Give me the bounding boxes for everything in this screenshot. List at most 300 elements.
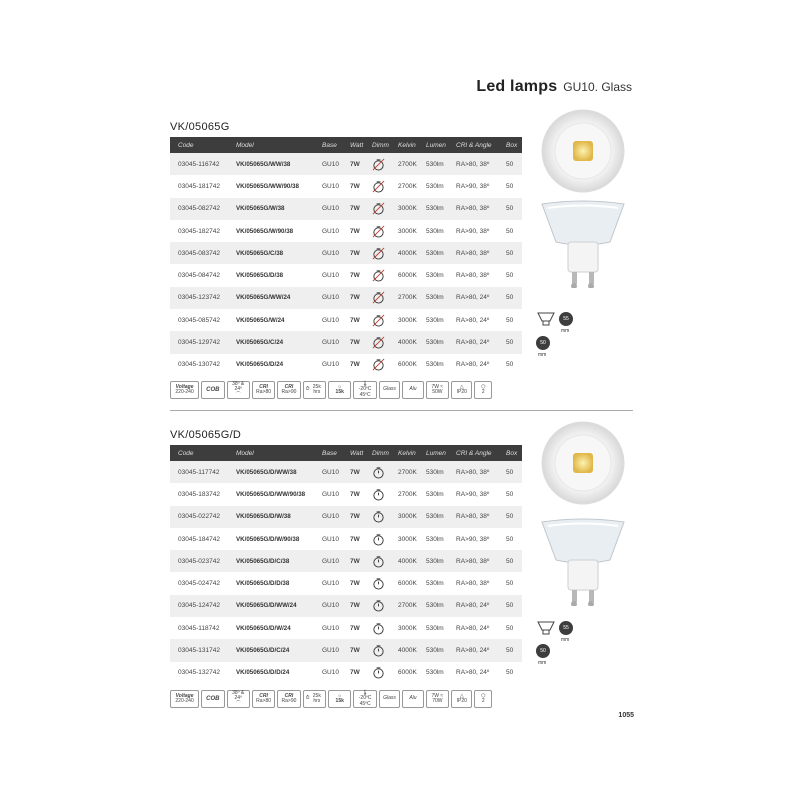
col-base: Base <box>322 141 337 149</box>
cell-cri-angle: RA>80, 38º <box>456 468 490 476</box>
table-row <box>170 287 522 309</box>
voltage-badge <box>170 381 199 399</box>
cell-model: VK/05065G/D/D/24 <box>236 669 290 677</box>
dimmable-icon <box>372 644 385 657</box>
cell-model: VK/05065G/D/W/24 <box>236 624 291 632</box>
cell-cri-angle: RA>80, 24º <box>456 602 490 610</box>
cell-base: GU10 <box>322 205 339 213</box>
beam-angle-badge <box>227 381 250 399</box>
angle-icon: ⌒ <box>235 391 241 398</box>
lamp-side-image <box>538 198 628 288</box>
table-row <box>170 220 522 242</box>
col-box: Box <box>506 141 518 149</box>
page-title-main: Led lamps <box>476 78 558 95</box>
cell-kelvin: 3000K <box>398 227 417 235</box>
cell-base: GU10 <box>322 602 339 610</box>
cell-code: 03045-084742 <box>178 272 220 280</box>
cell-kelvin: 4000K <box>398 249 417 257</box>
cell-dimm <box>372 158 398 171</box>
table-row <box>170 639 522 661</box>
cell-lumen: 530lm <box>426 339 444 347</box>
height-unit: mm <box>538 660 547 666</box>
height-badge: 50 <box>536 644 550 658</box>
table-row <box>170 528 522 550</box>
cell-dimm <box>372 247 398 260</box>
glass-badge <box>379 381 400 399</box>
page-title-sub: GU10. Glass <box>563 80 632 94</box>
cell-kelvin: 4000K <box>398 647 417 655</box>
cell-model: VK/05065G/WW/38 <box>236 160 291 168</box>
col-watt: Watt <box>350 141 364 149</box>
cri2-value-text: Ra>90 <box>281 389 297 395</box>
alu-text: Alu <box>409 695 417 702</box>
cell-cri-angle: RA>80, 38º <box>456 513 490 521</box>
cell-dimm <box>372 488 398 501</box>
cell-code: 03045-083742 <box>178 249 220 257</box>
cell-lumen: 530lm <box>426 160 444 168</box>
table-row <box>170 198 522 220</box>
cell-watt: 7W <box>350 160 360 168</box>
cell-dimm <box>372 180 398 193</box>
cell-lumen: 530lm <box>426 227 444 235</box>
table-header <box>170 137 522 153</box>
product-table-1 <box>170 137 522 376</box>
shield-icon: ⬡ <box>481 383 486 390</box>
feature-icons-strip-2 <box>170 689 492 709</box>
cell-code: 03045-182742 <box>178 227 220 235</box>
angle-text: 38º & 24º <box>232 689 245 702</box>
equivalence-badge <box>426 381 449 399</box>
cell-code: 03045-118742 <box>178 624 220 632</box>
cell-box: 50 <box>506 316 514 324</box>
temperature-badge <box>353 690 376 708</box>
lamp-outline-icon <box>536 620 556 636</box>
cell-kelvin: 3000K <box>398 624 417 632</box>
cell-dimm <box>372 291 398 304</box>
cell-base: GU10 <box>322 624 339 632</box>
cell-cri-angle: RA>90, 38º <box>456 535 490 543</box>
col-code: Code <box>178 449 194 457</box>
cri1-label-text: CRI <box>259 383 268 390</box>
table-row <box>170 175 522 197</box>
cell-dimm <box>372 599 398 612</box>
cri1-value-text: Ra>80 <box>256 698 272 704</box>
cell-code: 03045-130742 <box>178 361 220 369</box>
cell-box: 50 <box>506 182 514 190</box>
cell-watt: 7W <box>350 513 360 521</box>
cell-kelvin: 6000K <box>398 580 417 588</box>
cell-base: GU10 <box>322 513 339 521</box>
cell-kelvin: 3000K <box>398 535 417 543</box>
cell-box: 50 <box>506 602 514 610</box>
thermometer-icon: 🌡 <box>361 689 369 696</box>
clock-icon: ⏱ <box>305 695 310 702</box>
cell-kelvin: 4000K <box>398 557 417 565</box>
cell-kelvin: 2700K <box>398 602 417 610</box>
non-dimmable-icon <box>372 247 385 260</box>
cell-dimm <box>372 202 398 215</box>
non-dimmable-icon <box>372 202 385 215</box>
cell-model: VK/05065G/W/24 <box>236 316 285 324</box>
cell-base: GU10 <box>322 669 339 677</box>
cell-box: 50 <box>506 205 514 213</box>
cell-cri-angle: RA>90, 38º <box>456 182 490 190</box>
cob-badge <box>201 690 224 708</box>
cell-model: VK/05065G/WW/24 <box>236 294 291 302</box>
table-row <box>170 242 522 264</box>
cell-kelvin: 3000K <box>398 316 417 324</box>
cell-dimm <box>372 314 398 327</box>
cell-dimm <box>372 577 398 590</box>
width-unit: mm <box>561 637 570 643</box>
cell-lumen: 530lm <box>426 624 444 632</box>
lifetime-badge <box>303 690 326 708</box>
cell-base: GU10 <box>322 361 339 369</box>
col-dimm: Dimm <box>372 141 389 149</box>
cell-model: VK/05065G/WW/90/38 <box>236 182 299 190</box>
cell-lumen: 530lm <box>426 557 444 565</box>
cell-kelvin: 2700K <box>398 160 417 168</box>
cell-code: 03045-184742 <box>178 535 220 543</box>
cell-box: 50 <box>506 580 514 588</box>
life-text: 25k hrs <box>312 383 321 395</box>
cell-kelvin: 6000K <box>398 669 417 677</box>
sun-icon: ☼ <box>337 383 343 390</box>
cell-dimm <box>372 225 398 238</box>
dimmable-icon <box>372 533 385 546</box>
table-row <box>170 264 522 286</box>
cell-kelvin: 3000K <box>398 513 417 521</box>
dimmable-icon <box>372 666 385 679</box>
cell-base: GU10 <box>322 580 339 588</box>
cell-base: GU10 <box>322 182 339 190</box>
cell-cri-angle: RA>80, 24º <box>456 647 490 655</box>
table-row <box>170 483 522 505</box>
cell-base: GU10 <box>322 294 339 302</box>
cell-base: GU10 <box>322 490 339 498</box>
cell-base: GU10 <box>322 160 339 168</box>
cell-code: 03045-117742 <box>178 468 220 476</box>
cell-kelvin: 6000K <box>398 361 417 369</box>
cell-cri-angle: RA>90, 38º <box>456 227 490 235</box>
table-row <box>170 354 522 376</box>
cell-box: 50 <box>506 339 514 347</box>
cell-cri-angle: RA>80, 38º <box>456 272 490 280</box>
cell-code: 03045-023742 <box>178 557 220 565</box>
ip-text: IP20 <box>456 389 467 395</box>
equiv-text: 7W ≈ 70W <box>431 692 444 704</box>
cell-lumen: 530lm <box>426 468 444 476</box>
non-dimmable-icon <box>372 336 385 349</box>
cob-text: COB <box>206 386 220 393</box>
cell-model: VK/05065G/D/38 <box>236 272 284 280</box>
voltage-value-text: 220-240 <box>175 698 194 704</box>
table-row <box>170 550 522 572</box>
cell-code: 03045-124742 <box>178 602 220 610</box>
cell-box: 50 <box>506 624 514 632</box>
cell-watt: 7W <box>350 468 360 476</box>
switch-text: 15k <box>335 389 344 395</box>
col-lumen: Lumen <box>426 141 446 149</box>
cell-model: VK/05065G/W/38 <box>236 205 285 213</box>
width-unit: mm <box>561 328 570 334</box>
cell-code: 03045-131742 <box>178 647 220 655</box>
cell-code: 03045-132742 <box>178 669 220 677</box>
non-dimmable-icon <box>372 314 385 327</box>
dimmable-icon <box>372 622 385 635</box>
cell-kelvin: 2700K <box>398 294 417 302</box>
switch-cycles-badge <box>328 690 351 708</box>
cell-model: VK/05065G/C/38 <box>236 249 284 257</box>
cell-box: 50 <box>506 249 514 257</box>
dimmable-icon <box>372 466 385 479</box>
cell-lumen: 530lm <box>426 272 444 280</box>
cell-lumen: 530lm <box>426 294 444 302</box>
class-text: 2 <box>481 389 485 395</box>
cell-lumen: 530lm <box>426 647 444 655</box>
voltage-badge <box>170 690 199 708</box>
alu-text: Alu <box>409 386 417 393</box>
non-dimmable-icon <box>372 291 385 304</box>
table-row <box>170 461 522 483</box>
cell-code: 03045-123742 <box>178 294 220 302</box>
section-divider <box>170 410 633 411</box>
cell-base: GU10 <box>322 249 339 257</box>
cell-dimm <box>372 269 398 282</box>
clock-icon: ⏱ <box>305 386 310 393</box>
cell-box: 50 <box>506 227 514 235</box>
table-row <box>170 309 522 331</box>
lamp-outline-icon <box>536 311 556 327</box>
cell-kelvin: 2700K <box>398 490 417 498</box>
cell-dimm <box>372 666 398 679</box>
cell-watt: 7W <box>350 361 360 369</box>
height-badge: 50 <box>536 336 550 350</box>
equiv-text: 7W ≈ 50W <box>431 383 444 395</box>
non-dimmable-icon <box>372 269 385 282</box>
col-lumen: Lumen <box>426 449 446 457</box>
cell-base: GU10 <box>322 339 339 347</box>
cell-model: VK/05065G/C/24 <box>236 339 284 347</box>
col-kelvin: Kelvin <box>398 449 416 457</box>
cell-lumen: 530lm <box>426 669 444 677</box>
cell-model: VK/05065G/D/C/38 <box>236 557 290 565</box>
cell-watt: 7W <box>350 249 360 257</box>
cob-badge <box>201 381 224 399</box>
cri1-value-text: Ra>80 <box>256 389 272 395</box>
cell-watt: 7W <box>350 580 360 588</box>
table-row <box>170 617 522 639</box>
alu-badge <box>402 690 423 708</box>
cell-lumen: 530lm <box>426 316 444 324</box>
table-header <box>170 445 522 461</box>
col-cri: CRI & Angle <box>456 141 492 149</box>
cell-dimm <box>372 622 398 635</box>
ip-rating-badge <box>451 381 472 399</box>
cell-lumen: 530lm <box>426 490 444 498</box>
cell-cri-angle: RA>80, 38º <box>456 249 490 257</box>
page-title <box>476 78 632 96</box>
cell-model: VK/05065G/D/D/38 <box>236 580 290 588</box>
cell-box: 50 <box>506 647 514 655</box>
alu-badge <box>402 381 423 399</box>
width-badge: 55 <box>559 621 573 635</box>
cell-box: 50 <box>506 513 514 521</box>
col-box: Box <box>506 449 518 457</box>
class-badge <box>474 381 492 399</box>
table-row <box>170 153 522 175</box>
cell-watt: 7W <box>350 272 360 280</box>
dimmable-icon <box>372 510 385 523</box>
angle-icon: ⌒ <box>235 700 241 707</box>
cell-box: 50 <box>506 160 514 168</box>
cell-cri-angle: RA>80, 24º <box>456 294 490 302</box>
col-code: Code <box>178 141 194 149</box>
cell-dimm <box>372 510 398 523</box>
cell-code: 03045-129742 <box>178 339 220 347</box>
cell-cri-angle: RA>80, 38º <box>456 160 490 168</box>
cell-box: 50 <box>506 468 514 476</box>
cell-lumen: 530lm <box>426 513 444 521</box>
cri80-badge <box>252 381 275 399</box>
glass-text: Glass <box>383 386 396 393</box>
non-dimmable-icon <box>372 180 385 193</box>
drop-icon: △ <box>459 383 464 390</box>
cell-cri-angle: RA>80, 24º <box>456 339 490 347</box>
class-text: 2 <box>481 698 485 704</box>
switch-cycles-badge <box>328 381 351 399</box>
cell-model: VK/05065G/D/WW/90/38 <box>236 490 306 498</box>
width-badge: 55 <box>559 312 573 326</box>
cell-watt: 7W <box>350 669 360 677</box>
non-dimmable-icon <box>372 158 385 171</box>
voltage-value-text: 220-240 <box>175 389 194 395</box>
col-model: Model <box>236 449 254 457</box>
cell-model: VK/05065G/D/W/38 <box>236 513 291 521</box>
product-table-2 <box>170 445 522 684</box>
col-cri: CRI & Angle <box>456 449 492 457</box>
non-dimmable-icon <box>372 358 385 371</box>
cell-cri-angle: RA>80, 38º <box>456 205 490 213</box>
cri2-label-text: CRI <box>284 383 294 390</box>
cell-dimm <box>372 358 398 371</box>
thermometer-icon: 🌡 <box>361 380 369 387</box>
temperature-badge <box>353 381 376 399</box>
table-body <box>170 153 522 376</box>
col-kelvin: Kelvin <box>398 141 416 149</box>
cell-kelvin: 4000K <box>398 339 417 347</box>
cell-code: 03045-024742 <box>178 580 220 588</box>
cell-dimm <box>372 555 398 568</box>
glass-text: Glass <box>383 695 396 702</box>
glass-badge <box>379 690 400 708</box>
sun-icon: ☼ <box>337 692 343 699</box>
temp-text: -20ºC 45ºC <box>358 695 372 707</box>
class-badge <box>474 690 492 708</box>
cell-cri-angle: RA>80, 38º <box>456 557 490 565</box>
cell-model: VK/05065G/D/WW/24 <box>236 602 297 610</box>
cri80-badge <box>252 690 275 708</box>
lifetime-badge <box>303 381 326 399</box>
cell-cri-angle: RA>80, 24º <box>456 669 490 677</box>
cell-watt: 7W <box>350 602 360 610</box>
cell-watt: 7W <box>350 490 360 498</box>
cell-lumen: 530lm <box>426 182 444 190</box>
cell-box: 50 <box>506 272 514 280</box>
cell-watt: 7W <box>350 339 360 347</box>
cell-cri-angle: RA>80, 24º <box>456 624 490 632</box>
cell-watt: 7W <box>350 205 360 213</box>
cell-watt: 7W <box>350 227 360 235</box>
cell-code: 03045-183742 <box>178 490 220 498</box>
cell-lumen: 530lm <box>426 602 444 610</box>
cell-code: 03045-085742 <box>178 316 220 324</box>
cell-box: 50 <box>506 294 514 302</box>
cell-kelvin: 2700K <box>398 182 417 190</box>
shield-icon: ⬡ <box>481 692 486 699</box>
cell-base: GU10 <box>322 535 339 543</box>
cell-model: VK/05065G/D/24 <box>236 361 284 369</box>
cell-lumen: 530lm <box>426 361 444 369</box>
table-row <box>170 331 522 353</box>
cell-model: VK/05065G/D/W/90/38 <box>236 535 300 543</box>
cell-model: VK/05065G/W/90/38 <box>236 227 294 235</box>
cell-base: GU10 <box>322 227 339 235</box>
cell-box: 50 <box>506 669 514 677</box>
cell-base: GU10 <box>322 468 339 476</box>
cell-base: GU10 <box>322 557 339 565</box>
cell-cri-angle: RA>80, 24º <box>456 316 490 324</box>
cell-lumen: 530lm <box>426 580 444 588</box>
col-model: Model <box>236 141 254 149</box>
voltage-label-text: Voltage <box>175 383 194 390</box>
lamp-side-image <box>538 516 628 606</box>
col-base: Base <box>322 449 337 457</box>
cri1-label-text: CRI <box>259 692 268 699</box>
cell-box: 50 <box>506 535 514 543</box>
cell-code: 03045-181742 <box>178 182 220 190</box>
cell-cri-angle: RA>80, 38º <box>456 580 490 588</box>
drop-icon: △ <box>459 692 464 699</box>
cell-watt: 7W <box>350 647 360 655</box>
cob-text: COB <box>206 695 220 702</box>
angle-text: 38º & 24º <box>232 380 245 393</box>
dimmable-icon <box>372 599 385 612</box>
equivalence-badge <box>426 690 449 708</box>
dimmable-icon <box>372 555 385 568</box>
cell-model: VK/05065G/D/C/24 <box>236 647 290 655</box>
cell-base: GU10 <box>322 272 339 280</box>
lamp-front-image <box>540 108 626 194</box>
ip-rating-badge <box>451 690 472 708</box>
cell-watt: 7W <box>350 557 360 565</box>
cell-dimm <box>372 644 398 657</box>
life-text: 25k hrs <box>312 692 321 704</box>
cell-kelvin: 6000K <box>398 272 417 280</box>
col-watt: Watt <box>350 449 364 457</box>
cell-dimm <box>372 533 398 546</box>
cri90-badge <box>277 381 300 399</box>
cri2-label-text: CRI <box>284 692 294 699</box>
cell-watt: 7W <box>350 294 360 302</box>
dimmable-icon <box>372 488 385 501</box>
cell-watt: 7W <box>350 316 360 324</box>
non-dimmable-icon <box>372 225 385 238</box>
cell-dimm <box>372 336 398 349</box>
cell-box: 50 <box>506 557 514 565</box>
table-row <box>170 595 522 617</box>
cell-kelvin: 2700K <box>398 468 417 476</box>
